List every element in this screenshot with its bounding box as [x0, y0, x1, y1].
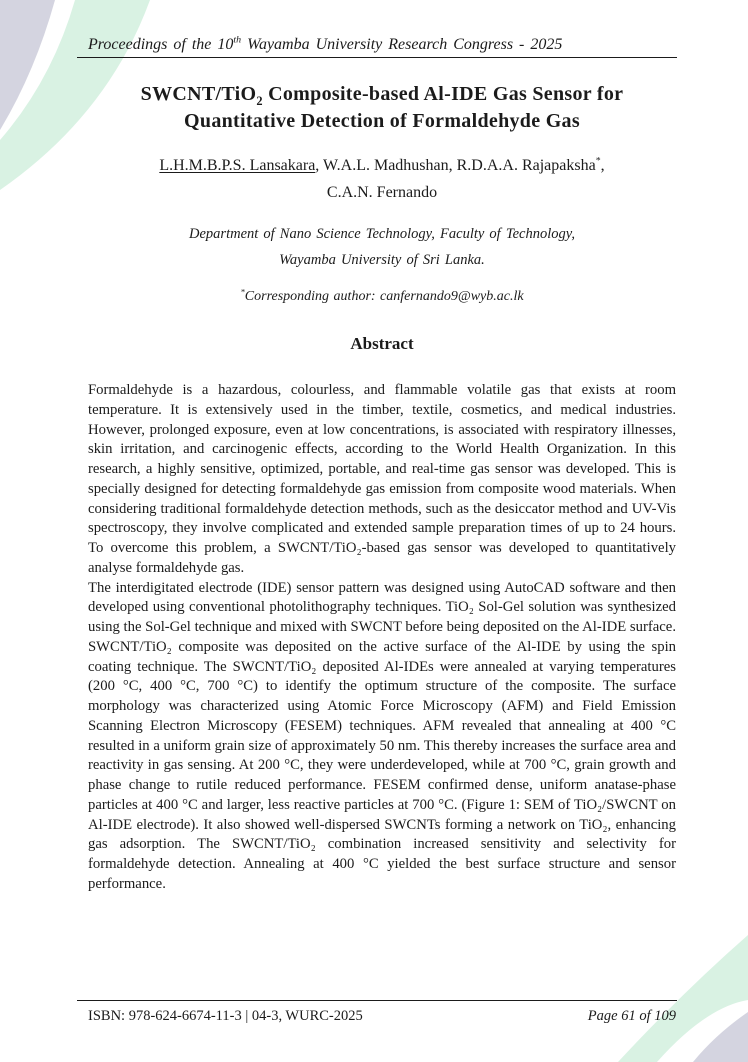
corner-swoosh-bottom-right: [588, 882, 748, 1062]
author-list: [88, 152, 676, 206]
abstract-paragraph-1: Formaldehyde is a hazardous, colourless, and flammable volatile gas that exists at room temperature. It is extensively used in the timber, textile, cosmetics, and medical industries. However, prolonged exposure, even at low concentrations, is associated with respiratory illnesses, skin irritation, and carcinogenic effects, according to the World Health Organization. In this research, a highly sensitive, optimized, portable, and real-time gas sensor was developed. This is specially designed for detecting formaldehyde gas emission from composite wood materials. When considering traditional formaldehyde detection methods, such as the desiccator method and UV-Vis spectroscopy, they involve complicated and extended sample preparation times of up to 24 hours. To overcome this problem, a SWCNT/TiO₂-based gas sensor was developed to quantitatively analyse formaldehyde gas.: [88, 382, 676, 576]
corresponding-author-asterisk: *: [595, 155, 601, 167]
title-subscript: 2: [256, 94, 263, 108]
affiliation-line-1: Department of Nano Science Technology, Faculty of Technology,: [189, 226, 575, 242]
abstract-body: [88, 381, 676, 895]
author-line-comma: ,: [600, 157, 605, 174]
paper-title: [88, 81, 676, 135]
abstract-heading: Abstract: [350, 334, 414, 353]
page-number: Page 61 of 109: [587, 1008, 676, 1024]
corresponding-asterisk: *: [240, 286, 245, 297]
footer-rule: [77, 1000, 677, 1001]
running-header: [88, 36, 562, 54]
paper-title-line-1: [88, 81, 676, 108]
page-footer: [88, 1008, 676, 1025]
title-text: SWCNT/TiO: [140, 83, 257, 105]
corresponding-text: Corresponding author: canfernando9@wyb.ac.lk: [244, 289, 524, 304]
isbn-text: ISBN: 978-624-6674-11-3 | 04-3, WURC-2025: [88, 1008, 363, 1024]
header-rule: [77, 57, 677, 58]
abstract-paragraph-2: The interdigitated electrode (IDE) sensor pattern was designed using AutoCAD software and then developed using conventional photolithography techniques. TiO₂ Sol-Gel solution was synthesized using the Sol-Gel technique and mixed with SWCNT before being deposited on the Al-IDE surface. SWCNT/TiO₂ composite was deposited on the active surface of the Al-IDE by using the spin coating technique. The SWCNT/TiO₂ deposited Al-IDEs were annealed at varying temperatures (200 °C, 400 °C, 700 °C) to identify the optimum structure of the composite. The surface morphology was characterized using Atomic Force Microscopy (AFM) and Field Emission Scanning Electron Microscopy (FESEM) techniques. AFM revealed that annealing at 400 °C resulted in a uniform grain size of approximately 50 nm. This thereby increases the surface area and reactivity in gas sensing. At 200 °C, they were underdeveloped, while at 700 °C, grain growth and phase change to rutile reduced performance. FESEM confirmed dense, uniform anatase-phase particles at 400 °C and larger, less reactive particles at 700 °C. (Figure 1: SEM of TiO₂/SWCNT on Al-IDE electrode). It also showed well-dispersed SWCNTs forming a network on TiO₂, enhancing gas adsorption. The SWCNT/TiO₂ combination increased sensitivity and selectivity for formaldehyde detection. Annealing at 400 °C yielded the best surface structure and sensor performance.: [88, 579, 676, 892]
corresponding-author: [88, 286, 676, 305]
author-line-1: [88, 152, 676, 179]
author-others: , W.A.L. Madhushan, R.D.A.A. Rajapaksha: [315, 157, 596, 174]
affiliation-line-2: Wayamba University of Sri Lanka.: [279, 252, 485, 268]
author-line-2: C.A.N. Fernando: [326, 184, 438, 201]
running-header-text-tail: Wayamba University Research Congress - 2025: [241, 36, 563, 53]
running-header-text: Proceedings of the 10: [88, 36, 234, 53]
title-text-tail: Composite-based Al-IDE Gas Sensor for: [262, 83, 624, 105]
running-header-superscript: th: [233, 34, 242, 46]
affiliation: [88, 221, 676, 273]
author-lead: L.H.M.B.P.S. Lansakara: [159, 157, 316, 174]
paper-title-line-2: Quantitative Detection of Formaldehyde Gas: [184, 110, 580, 132]
